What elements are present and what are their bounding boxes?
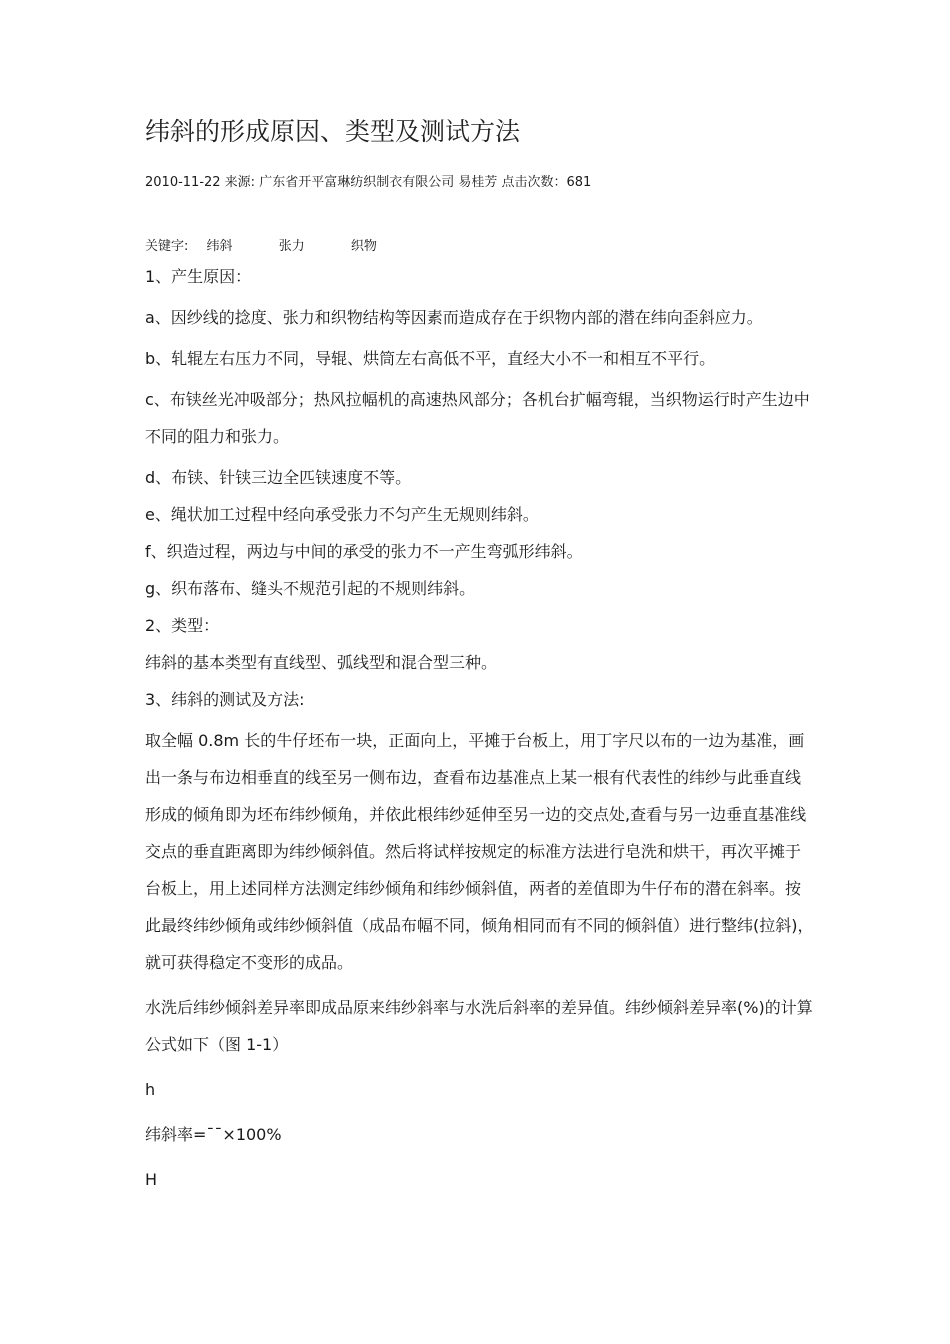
paragraph: b、轧辊左右压力不同，导辊、烘筒左右高低不平，直经大小不一和相互不平行。	[145, 349, 716, 368]
paragraph: f、织造过程，两边与中间的承受的张力不一产生弯弧形纬斜。	[145, 542, 583, 561]
section-heading: 2、类型：	[145, 616, 220, 635]
paragraph: 水洗后纬纱倾斜差异率即成品原来纬纱斜率与水洗后斜率的差异值。纬纱倾斜差异率(%)的计算公式如下（图 1-1）	[145, 998, 813, 1054]
paragraph: c、布铗丝光冲吸部分；热风拉幅机的高速热风部分；各机台扩幅弯辊，当织物运行时产生边中不同的阻力和张力。	[145, 390, 810, 446]
keyword-tag[interactable]: 纬斜	[206, 239, 233, 254]
paragraph: g、织布落布、缝头不规范引起的不规则纬斜。	[145, 579, 476, 598]
formula-expression: 纬斜率=¯¯×100%	[145, 1125, 282, 1144]
keyword-tag[interactable]: 织物	[350, 239, 377, 254]
article-body	[145, 262, 815, 1206]
keywords-row	[145, 235, 419, 254]
paragraph: 纬斜的基本类型有直线型、弧线型和混合型三种。	[145, 653, 498, 672]
paragraph: 取全幅 0.8m 长的牛仔坯布一块，正面向上，平摊于台板上，用丁字尺以布的一边为基准，画出一条与布边相垂直的线至另一侧布边，查看布边基准点上某一根有代表性的纬纱与此垂直线形成的倾角即为坯布纬纱倾角，并依此根纬纱延伸至另一边的交点处,查看与另一边垂直基准线交点的垂直距离即为纬纱倾斜值。然后将试样按规定的标准方法进行皂洗和烘干，再次平摊于台板上，用上述同样方法测定纬纱倾角和纬纱倾斜值，两者的差值即为牛仔布的潜在斜率。按此最终纬纱倾角或纬纱倾斜值（成品布幅不同，倾角相同而有不同的倾斜值）进行整纬(拉斜)，就可获得稳定不变形的成品。	[145, 731, 814, 972]
keyword-tag[interactable]: 张力	[278, 239, 305, 254]
paragraph: a、因纱线的捻度、张力和织物结构等因素而造成存在于织物内部的潜在纬向歪斜应力。	[145, 308, 763, 327]
section-heading: 1、产生原因：	[145, 267, 252, 286]
keywords-label: 关键字:	[145, 239, 189, 254]
page-title: 纬斜的形成原因、类型及测试方法	[145, 117, 521, 146]
section-heading: 3、纬斜的测试及方法:	[145, 690, 305, 709]
formula-numerator: h	[145, 1080, 156, 1099]
article-meta: 2010-11-22 来源: 广东省开平富琳纺织制衣有限公司 易桂芳 点击次数：681	[145, 175, 592, 190]
formula-denominator: H	[145, 1170, 158, 1189]
paragraph: e、绳状加工过程中经向承受张力不匀产生无规则纬斜。	[145, 505, 539, 524]
paragraph: d、布铗、针铗三边全匹铗速度不等。	[145, 468, 412, 487]
